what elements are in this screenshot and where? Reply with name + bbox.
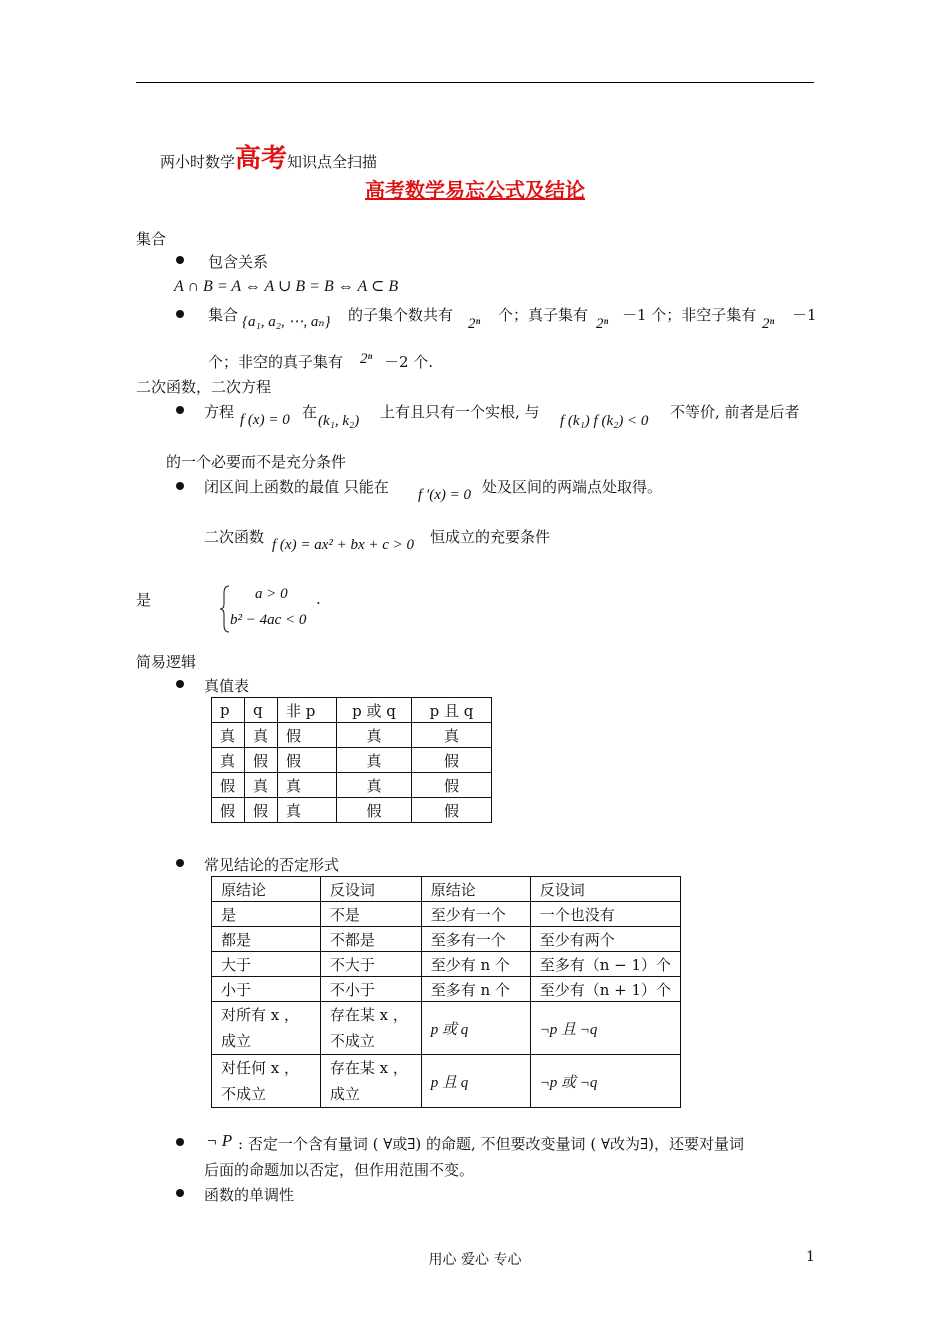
section-heading-quadratic: 二次函数，二次方程 [136,378,272,396]
table-row [212,798,492,823]
table-cell: 假 [278,748,337,773]
table-cell: 都是 [212,927,321,952]
table-header-row [212,877,681,902]
table-cell: 一个也没有 [530,902,680,927]
table-cell: 至少有两个 [530,927,680,952]
table-row [212,952,681,977]
table-header-cell: q [245,698,278,723]
table-row [212,773,492,798]
quad-b4-a: 是 [136,591,152,609]
bullet-icon [176,1138,184,1146]
table-header-row [212,698,492,723]
bullet-icon [176,1189,184,1197]
sets-bullet-2-line2a: 个；非空的真子集有 [208,353,344,371]
quad-b1-d: 不等价, 前者是后者 [670,403,800,421]
quad-b2-a: 闭区间上函数的最值 只能在 [204,478,389,496]
bullet-icon [176,680,184,688]
quad-system-line-1: a > 0 [255,586,288,602]
header-suffix: 知识点全扫描 [287,153,378,171]
negation-table [211,876,681,1108]
quad-b3-b: 恒成立的充要条件 [430,528,551,546]
table-header-cell: 反设词 [320,877,421,902]
sets-bullet-2-mid2: 个；真子集有 [498,306,589,324]
table-cell: 真 [212,748,245,773]
left-brace-icon [220,585,230,633]
sets-power-1: 2ⁿ [468,316,481,332]
negation-note-line-1: : 否定一个含有量词 ( ∀或∃) 的命题, 不但要改变量词 ( ∀改为∃)，还要对量词 [238,1135,744,1153]
header-prefix: 两小时数学 [160,153,236,171]
table-cell: 至少有（n + 1）个 [530,977,680,1002]
table-cell: 对任何 x ， 不成立 [212,1055,321,1108]
table-cell: 不是 [320,902,421,927]
table-row [212,927,681,952]
table-cell: 至多有一个 [421,927,530,952]
monotonicity-label: 函数的单调性 [204,1186,295,1204]
table-cell: 不都是 [320,927,421,952]
table-cell: 至少有一个 [421,902,530,927]
table-cell: 对所有 x ， 成立 [212,1002,321,1055]
header-highlight: 高考 [235,144,288,174]
bullet-icon [176,256,184,264]
table-cell: 小于 [212,977,321,1002]
sets-bullet-2-mid3: －1 个；非空子集有 [622,306,757,324]
table-cell: p 或 q [421,1002,530,1055]
table-cell: 真 [245,773,278,798]
table-row [212,748,492,773]
sets-bullet-2-end: －1 [792,306,817,324]
table-row [212,1002,681,1055]
quad-derivative: f ′(x) = 0 [418,487,471,503]
table-cell: 假 [245,748,278,773]
table-cell: 大于 [212,952,321,977]
table-cell: 存在某 x ， 不成立 [320,1002,421,1055]
table-cell: 假 [278,723,337,748]
bullet-icon [176,406,184,414]
quad-interval: (k₁, k₂) [318,413,360,429]
sets-bullet-2-mid1: 的子集个数共有 [348,306,454,324]
bullet-icon [176,310,184,318]
quad-system-line-2: b² − 4ac < 0 [230,612,307,628]
table-cell: 真 [337,723,412,748]
table-cell: 真 [337,748,412,773]
table-cell: p 且 q [421,1055,530,1108]
table-cell: 真 [212,723,245,748]
table-cell: 真 [278,773,337,798]
table-cell: 假 [412,798,492,823]
quad-inequality: f (x) = ax² + bx + c > 0 [272,537,415,553]
table-cell: 真 [278,798,337,823]
table-header-cell: 原结论 [421,877,530,902]
table-header-cell: 原结论 [212,877,321,902]
table-cell: 假 [212,773,245,798]
sets-power-3: 2ⁿ [762,316,775,332]
table-cell: 不小于 [320,977,421,1002]
table-cell: 真 [337,773,412,798]
quad-system-end: . [316,590,321,608]
sets-bullet-2-prefix: 集合 [208,306,239,324]
table-cell: 假 [412,773,492,798]
bullet-icon [176,859,184,867]
table-header-cell: 非 p [278,698,337,723]
page-title: 高考数学易忘公式及结论 [365,178,585,202]
sets-inclusion-formula: A ∩ B = A ⇔ A ∪ B = B ⇔ A ⊂ B [174,278,399,295]
quad-b1-line2: 的一个必要而不是充分条件 [166,453,347,471]
quad-equation: f (x) = 0 [240,412,290,428]
table-cell: ¬p 且 ¬q [530,1002,680,1055]
table-cell: 假 [212,798,245,823]
table-header-cell: p [212,698,245,723]
quad-b1-a: 方程 [204,403,235,421]
quad-b1-b: 在 [302,403,318,421]
table-row [212,902,681,927]
sets-bullet-1: 包含关系 [208,253,269,271]
table-cell: 至多有（n − 1）个 [530,952,680,977]
negation-table-label: 常见结论的否定形式 [204,856,340,874]
table-cell: 真 [412,723,492,748]
table-row [212,1055,681,1108]
truth-table-label: 真值表 [204,677,250,695]
table-header-cell: 反设词 [530,877,680,902]
table-cell: 存在某 x ， 成立 [320,1055,421,1108]
sets-bullet-2-line2b: －2 个. [384,353,434,371]
section-heading-logic: 简易逻辑 [136,653,197,671]
table-cell: 假 [245,798,278,823]
quad-b2-b: 处及区间的两端点处取得。 [482,478,663,496]
footer-text: 用心 爱心 专心 [428,1252,522,1268]
table-cell: ¬p 或 ¬q [530,1055,680,1108]
header-rule [136,82,814,83]
table-cell: 假 [412,748,492,773]
truth-table [211,697,492,823]
table-cell: 真 [245,723,278,748]
table-row [212,723,492,748]
table-header-cell: p 且 q [412,698,492,723]
bullet-icon [176,482,184,490]
table-cell: 至少有 n 个 [421,952,530,977]
doc-header [160,138,377,175]
negation-symbol: ¬ P [206,1131,233,1150]
quad-b1-c: 上有且只有一个实根, 与 [380,403,540,421]
table-cell: 是 [212,902,321,927]
section-heading-sets: 集合 [136,230,167,248]
table-row [212,977,681,1002]
sets-power-4: 2ⁿ [360,351,373,367]
quad-b3-a: 二次函数 [204,528,265,546]
table-cell: 假 [337,798,412,823]
page-number: 1 [806,1249,815,1265]
table-cell: 至多有 n 个 [421,977,530,1002]
sets-power-2: 2ⁿ [596,316,609,332]
table-header-cell: p 或 q [337,698,412,723]
negation-note-line-2: 后面的命题加以否定，但作用范围不变。 [204,1161,475,1179]
table-cell: 不大于 [320,952,421,977]
sets-set-expression: {a₁, a₂, ⋯, aₙ} [242,314,331,330]
quad-product-inequality: f (k₁) f (k₂) < 0 [560,413,649,429]
